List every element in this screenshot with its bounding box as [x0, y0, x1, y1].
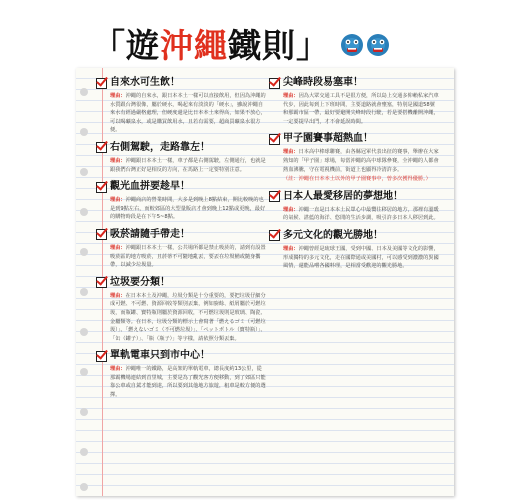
binder-holes — [80, 68, 90, 496]
binder-hole — [80, 448, 88, 456]
rule-item — [96, 76, 266, 135]
reason-label: 理由： — [110, 93, 126, 99]
checkbox-checked-icon — [96, 351, 107, 362]
rule-body — [110, 157, 266, 174]
rule-body — [283, 92, 439, 126]
binder-hole — [80, 248, 88, 256]
rule-text: 在日本本土及沖繩，垃圾分類是十分重要的，要把垃圾仔細分成可燃、不可燃、資源回收等類別丟棄，例如廚餘、紙屑屬於可燃垃圾，而瓶罐、寶特瓶則屬於資源回收，不可燃垃圾則是玻璃、陶瓷、金屬類等。在日本，垃圾分類的標示上會寫著「燃えるゴミ（可燃垃圾）」、「燃えないゴミ（不可燃垃圾）」、「ペットボトル（寶特瓶）」、「缶（罐子）」、「瓶（瓶子）」等字樣，請依照分類丟棄。 — [110, 292, 266, 342]
rule-text: 沖繩唯一的鐵路，是高架的單軌電車，總長度約13公里，從那霸機場連結到首里城，主要是為了觀光客方便移動，到了郊區只能靠公車或自駕才能到達，所以要到其他地方旅遊，租車是較方便的選擇。 — [110, 366, 266, 399]
rule-body — [110, 92, 266, 135]
rule-text: 沖繩曾經是琉球王國，受到中國、日本及美國等文化的影響，形成獨特的多元文化，走在國際通或美國村，可以感受到濃濃的異國風情，還能品嚐各國料理，是相當受歡迎的觀光勝地。 — [283, 245, 439, 270]
rule-body — [283, 245, 439, 271]
rule-text: 日本高中棒球聯賽，由各縣冠軍代表出征的賽事，舉辦在大家熟知的「甲子園」球場，每當沖繩的高中球隊參賽，全沖繩的人都會熱血沸騰，守在電視機前，街道上也顯得冷清許多。 — [283, 149, 439, 173]
rule-title: 尖峰時段易塞車！ — [283, 77, 363, 88]
rule-text: 因為大眾交通工具不是很方便，所以島上交通多仰賴私家汽車代步，因此每到上下班時間，主要道路就會壅塞，特別是國道58號和那霸市區一帶，最好要避開尖峰時段行駛，若是要搭機離開沖繩，一定要提早出門，才不會延誤時間。 — [283, 93, 439, 125]
checkbox-checked-icon — [96, 142, 107, 153]
rule-item — [96, 228, 266, 270]
rule-item — [269, 229, 439, 271]
reason-label: 理由： — [110, 366, 126, 373]
rule-title: 吸菸請隨手帶走！ — [110, 228, 190, 240]
rule-text: 沖繩商店的營業時間，大多是到晚上8點結束，開比較晚的也是到9點左右，而較郊區的大型量販店才會到晚上12點或更晚，最好的購物時段是在下午5~8點。 — [110, 197, 266, 221]
title-highlight: 沖繩 — [160, 26, 228, 65]
rule-body — [110, 365, 266, 399]
binder-hole — [80, 368, 88, 376]
rule-title: 右側駕駛，走路靠左！ — [110, 141, 210, 153]
reason-label: 理由： — [110, 157, 126, 164]
rule-body — [283, 206, 439, 223]
binder-hole — [80, 483, 88, 491]
binder-hole — [80, 208, 88, 216]
rule-title: 多元文化的觀光勝地！ — [283, 229, 383, 241]
rule-note: （註：沖繩在日本本土以外的甲子園賽事中，曾多次獲得優勝。） — [283, 176, 431, 183]
checkbox-checked-icon — [269, 78, 280, 89]
page-title — [92, 28, 330, 64]
binder-hole — [80, 288, 88, 296]
shisa-lion-icon — [338, 30, 366, 58]
rule-title: 甲子園賽事超熱血！ — [283, 133, 373, 145]
rule-item — [96, 180, 266, 222]
page-header — [0, 0, 520, 70]
checkbox-checked-icon — [96, 277, 107, 288]
rule-text: 沖繩一直是日本本土民眾心中最嚮往移居的地方，那裡有溫暖的氣候、湛藍的海洋、悠閒的生活步調，吸引許多日本人移居到此。 — [283, 206, 439, 222]
reason-label: 理由： — [283, 245, 299, 252]
reason-label: 理由： — [110, 244, 126, 251]
checkbox-checked-icon — [96, 78, 107, 89]
rule-item — [96, 141, 266, 174]
reason-label: 理由： — [283, 206, 299, 213]
title-prefix: 「遊 — [92, 26, 160, 65]
shisa-lion-icon — [364, 30, 392, 58]
rule-title: 日本人最愛移居的夢想地！ — [283, 190, 403, 202]
rule-title: 垃圾要分類！ — [110, 276, 170, 288]
rule-item — [269, 190, 439, 223]
reason-label: 理由： — [283, 93, 299, 99]
rule-item — [96, 349, 266, 399]
rule-item — [269, 132, 439, 183]
checkbox-checked-icon — [96, 182, 107, 193]
checkbox-checked-icon — [269, 134, 280, 145]
rule-text: 沖繩的自來水，跟日本本土一樣可以直接飲用，但因為沖繩的水質跟台灣很像，屬於硬水，喝起來有淡淡的「硬水」，雖說沖繩自來水有經過嚴格處理，但硬度還是比日本本土來得高，如果不放心，可以喝礦泉水，或是購買飲用水，且若有需要，超商買礦泉水很方便。 — [110, 93, 266, 134]
notebook-page — [76, 68, 454, 496]
rule-text: 沖繩跟日本本土一樣，公共場所都是禁止吸菸的，請到有設置吸菸區的地方吸菸，且菸蒂不可隨地亂丟，要丟在垃圾桶或隨身攜帶，以減少垃圾量。 — [110, 244, 266, 269]
title-suffix: 鐵則」 — [228, 26, 330, 65]
binder-hole — [80, 168, 88, 176]
checkbox-checked-icon — [269, 191, 280, 202]
reason-label: 理由： — [283, 149, 299, 156]
rule-body — [283, 148, 439, 174]
rule-body — [110, 244, 266, 270]
binder-hole — [80, 88, 88, 96]
binder-hole — [80, 408, 88, 416]
rule-title: 自來水可生飲！ — [110, 77, 180, 88]
rule-text: 沖繩跟日本本土一樣，車子都是右側駕駛，左側通行，也就是跟我們台灣正好是相反的方向，在馬路上一定要特別注意。 — [110, 157, 266, 173]
left-column — [96, 76, 266, 406]
rule-title: 觀光血拼要趁早！ — [110, 181, 190, 193]
rule-item — [269, 76, 439, 126]
rule-item — [96, 276, 266, 344]
binder-hole — [80, 128, 88, 136]
rule-body — [110, 292, 266, 344]
reason-label: 理由： — [110, 292, 126, 299]
binder-hole — [80, 328, 88, 336]
checkbox-checked-icon — [96, 229, 107, 240]
checkbox-checked-icon — [269, 230, 280, 241]
reason-label: 理由： — [110, 197, 126, 204]
rule-title: 單軌電車只到市中心！ — [110, 350, 210, 362]
rule-body — [110, 196, 266, 222]
right-column — [269, 76, 439, 277]
